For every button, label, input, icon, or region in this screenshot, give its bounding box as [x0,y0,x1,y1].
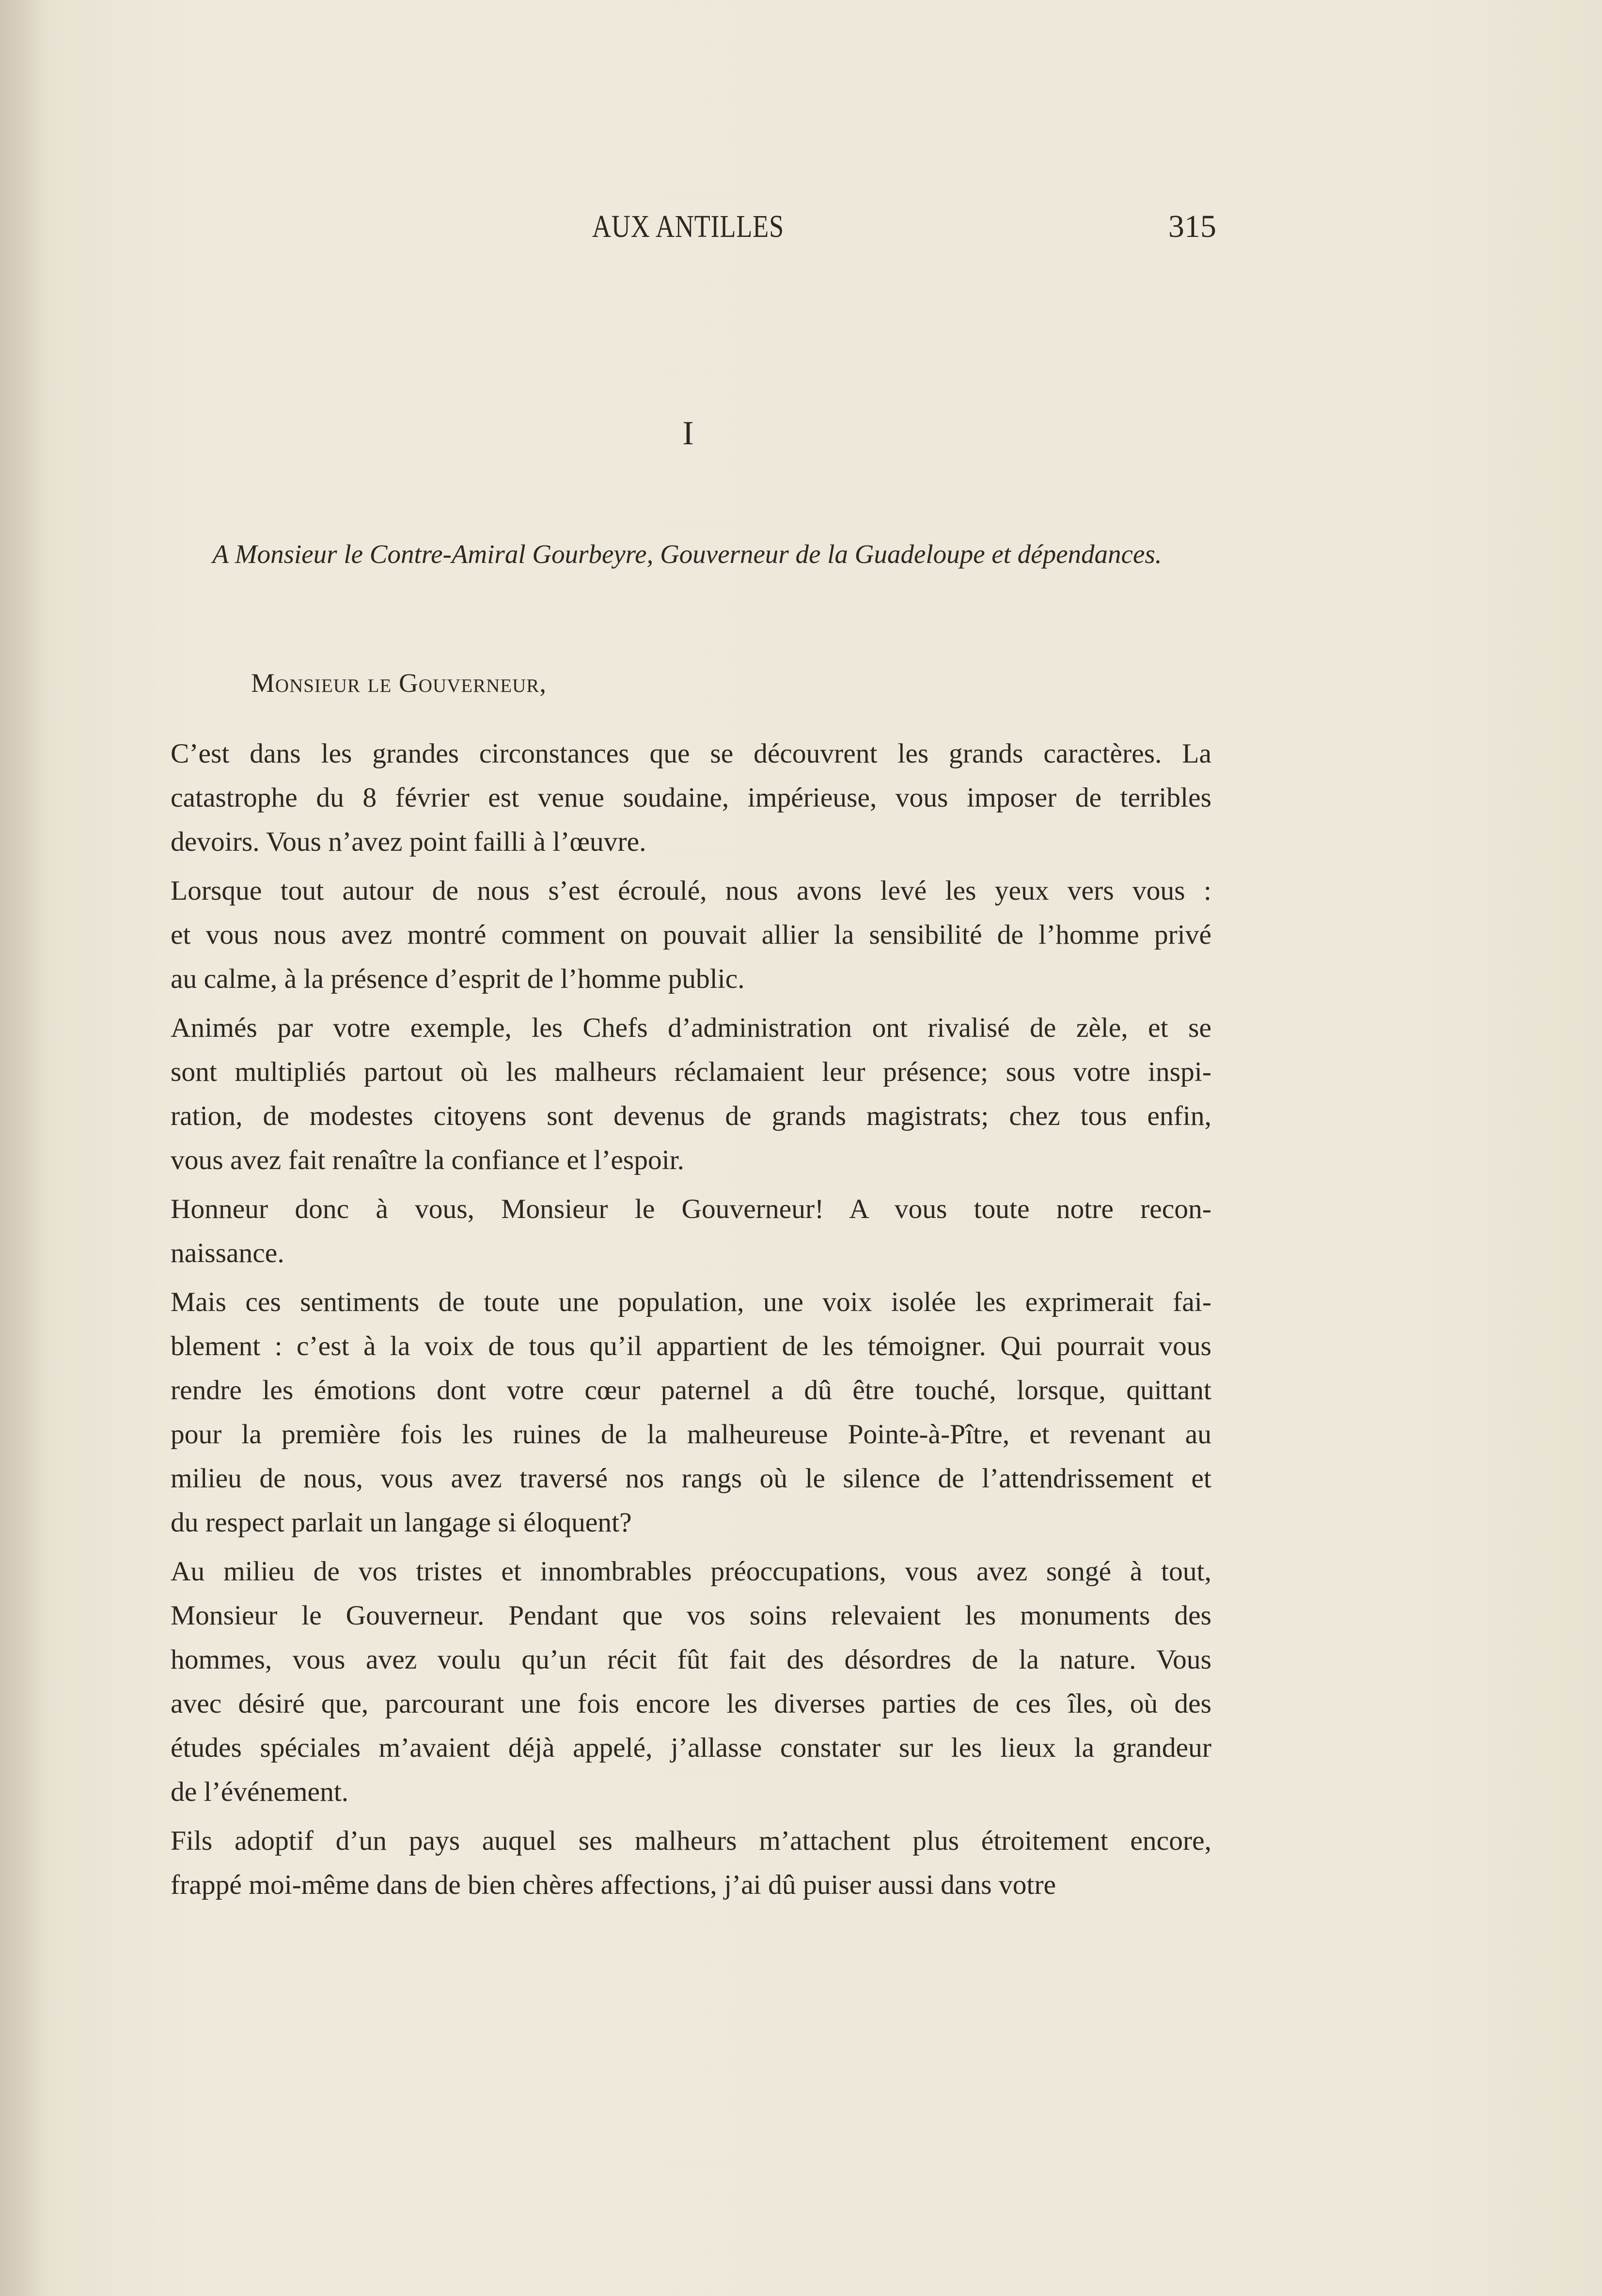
text-line: catastrophe du 8 février est venue soudaine, impérieuse, vous imposer de terribles [171,782,1211,813]
paragraph [171,1006,1211,1182]
text-line: hommes, vous avez voulu qu’un récit fût fait des désordres de la nature. Vous [171,1644,1211,1675]
paragraph [171,1187,1211,1275]
text-line: Fils adoptif d’un pays auquel ses malheurs m’attachent plus étroitement encore, [171,1826,1211,1856]
paragraph [171,1819,1211,1907]
salutation: Monsieur le Gouverneur, [251,668,547,698]
text-line: Lorsque tout autour de nous s’est écroulé, nous avons levé les yeux vers vous : [171,875,1211,906]
text-line: et vous nous avez montré comment on pouvait allier la sensibilité de l’homme privé [171,920,1211,950]
text-line: sont multipliés partout où les malheurs réclamaient leur présence; sous votre inspi- [171,1057,1211,1087]
text-line: Mais ces sentiments de toute une population, une voix isolée les exprimerait fai- [171,1287,1211,1317]
page-gutter-shadow [0,0,44,2296]
text-line: blement : c’est à la voix de tous qu’il appartient de les témoigner. Qui pourrait vous [171,1331,1211,1361]
text-line: pour la première fois les ruines de la malheureuse Pointe-à-Pître, et revenant au [171,1419,1211,1450]
text-line: Monsieur le Gouverneur. Pendant que vos soins relevaient les monuments des [171,1600,1211,1631]
paragraph [171,869,1211,1001]
text-line: milieu de nous, vous avez traversé nos rangs où le silence de l’attendrissement et [171,1463,1211,1494]
text-line: frappé moi-même dans de bien chères affections, j’ai dû puiser aussi dans votre [171,1870,1056,1900]
text-line: du respect parlait un langage si éloquent? [171,1507,632,1538]
dedication-line: A Monsieur le Contre-Amiral Gourbeyre, Gouverneur de la Guadeloupe et dépendances. [212,539,1162,569]
letter-body [171,732,1211,1912]
text-line: ration, de modestes citoyens sont devenus de grands magistrats; chez tous enfin, [171,1101,1211,1131]
text-line: Animés par votre exemple, les Chefs d’administration ont rivalisé de zèle, et se [171,1013,1211,1043]
text-line: de l’événement. [171,1777,349,1807]
text-line: avec désiré que, parcourant une fois encore les diverses parties de ces îles, où des [171,1688,1211,1719]
text-line: Honneur donc à vous, Monsieur le Gouverneur! A vous toute notre recon- [171,1194,1211,1224]
paragraph [171,1280,1211,1545]
text-line: devoirs. Vous n’avez point failli à l’œuvre. [171,827,646,857]
text-line: études spéciales m’avaient déjà appelé, j’allasse constater sur les lieux la grandeur [171,1733,1211,1763]
text-line: Au milieu de vos tristes et innombrables préoccupations, vous avez songé à tout, [171,1556,1211,1587]
running-title: AUX ANTILLES [592,209,785,244]
text-line: vous avez fait renaître la confiance et l’espoir. [171,1145,685,1175]
text-line: C’est dans les grandes circonstances que se découvrent les grands caractères. La [171,738,1211,769]
page-number: 315 [1168,209,1216,244]
text-line: au calme, à la présence d’esprit de l’homme public. [171,964,745,994]
paragraph [171,732,1211,864]
page-header [160,208,1216,252]
text-line: naissance. [171,1238,284,1268]
text-line: rendre les émotions dont votre cœur paternel a dû être touché, lorsque, quittant [171,1375,1211,1406]
section-number: I [682,415,694,452]
paragraph [171,1549,1211,1814]
